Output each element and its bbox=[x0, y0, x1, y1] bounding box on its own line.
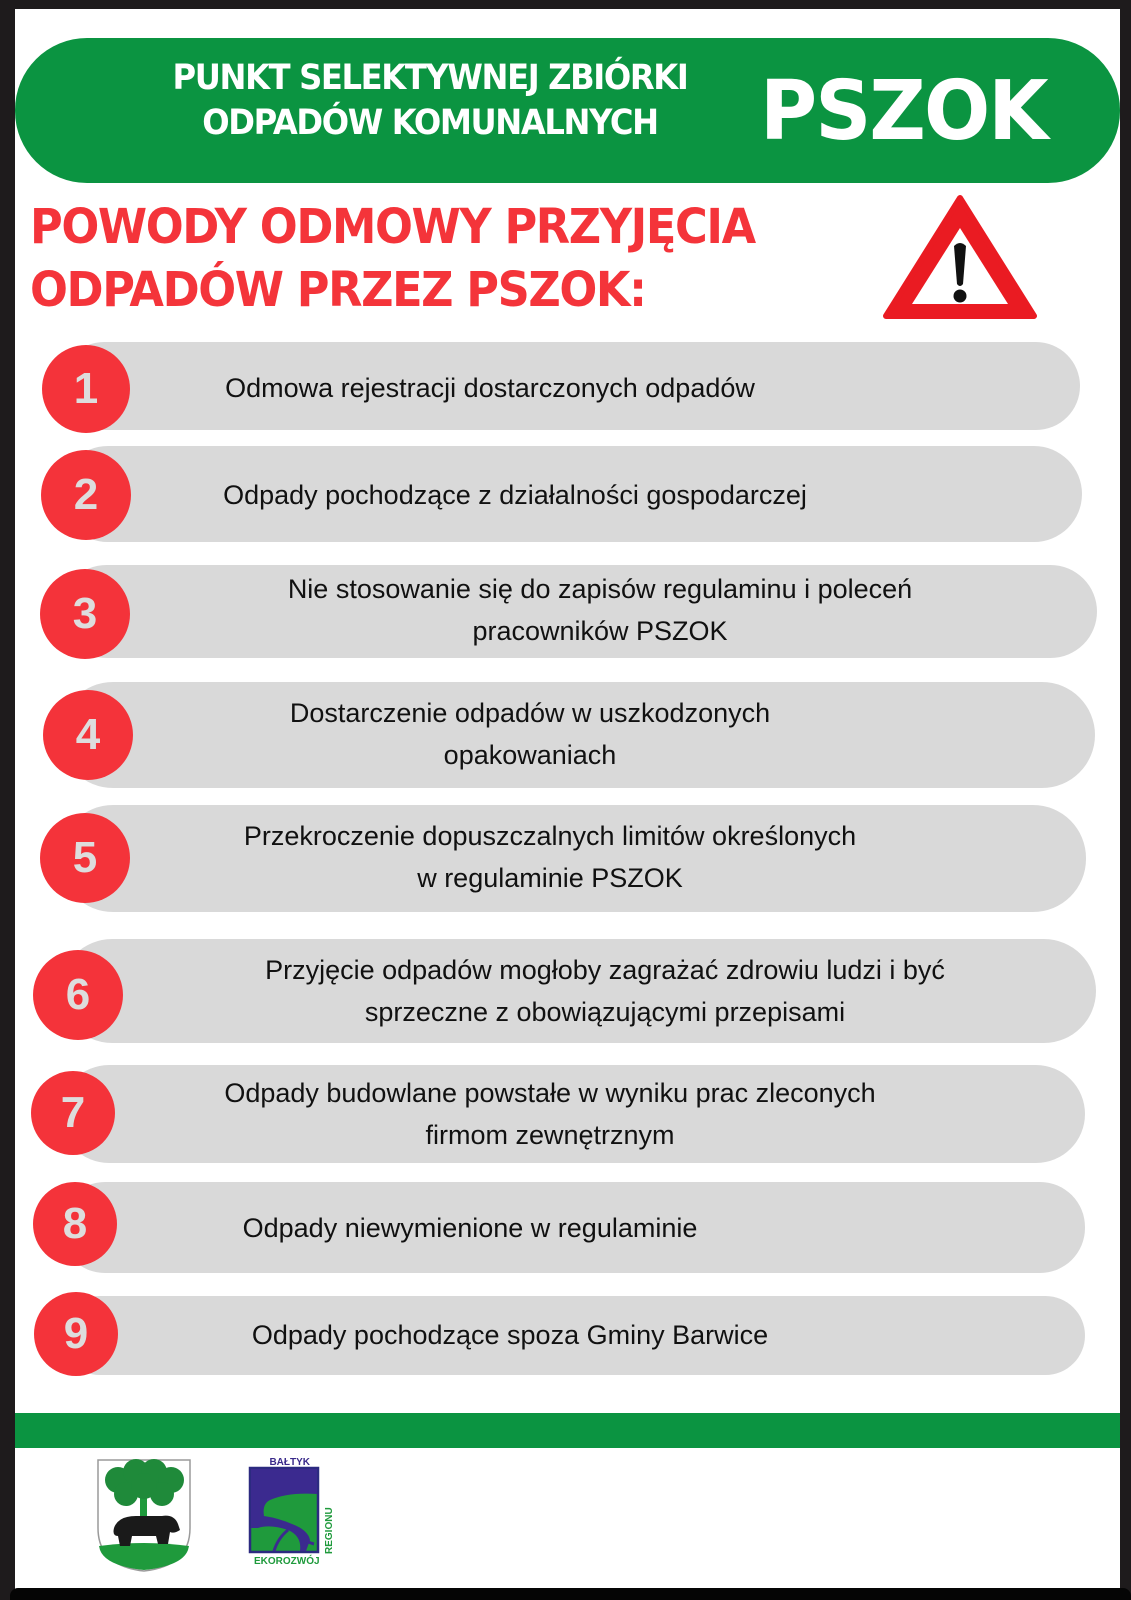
reason-text-8: Odpady niewymienione w regulaminie bbox=[242, 1213, 698, 1243]
reason-text-6: Przyjęcie odpadów mogłoby zagrażać zdrowiu ludzi i być sprzeczne z obowiązującymi przepisami bbox=[265, 955, 945, 1027]
warning-triangle-icon bbox=[880, 192, 1040, 324]
reason-number-9: 9 bbox=[34, 1292, 118, 1376]
header-subtitle bbox=[140, 56, 720, 146]
reason-number-4: 4 bbox=[43, 690, 133, 780]
reason-text-2: Odpady pochodzące z działalności gospodarczej bbox=[223, 480, 807, 510]
svg-text:EKOROZWÓJ: EKOROZWÓJ bbox=[254, 1556, 320, 1567]
reason-number-6: 6 bbox=[33, 950, 123, 1040]
reason-number-7: 7 bbox=[31, 1071, 115, 1155]
reason-number-5: 5 bbox=[40, 813, 130, 903]
barwice-coat-of-arms-logo bbox=[96, 1458, 192, 1573]
svg-text:REGIONU: REGIONU bbox=[324, 1507, 335, 1554]
reason-number-1: 1 bbox=[42, 345, 130, 433]
reason-number-2: 2 bbox=[41, 450, 131, 540]
page-title bbox=[30, 196, 755, 322]
reason-text-4: Dostarczenie odpadów w uszkodzonych opakowaniach bbox=[289, 698, 771, 770]
reason-text-3: Nie stosowanie się do zapisów regulaminu i poleceń pracowników PSZOK bbox=[287, 574, 913, 646]
svg-text:BAŁTYK: BAŁTYK bbox=[269, 1457, 310, 1468]
footer-green-band bbox=[15, 1413, 1120, 1448]
header-subtitle-line1: PUNKT SELEKTYWNEJ ZBIÓRKI bbox=[172, 58, 688, 98]
header-banner bbox=[15, 38, 1120, 183]
header-subtitle-line2: ODPADÓW KOMUNALNYCH bbox=[202, 103, 658, 143]
reason-text-7: Odpady budowlane powstałe w wyniku prac zleconych firmom zewnętrznym bbox=[224, 1078, 876, 1150]
reason-number-3: 3 bbox=[40, 569, 130, 659]
bottom-frame-bar bbox=[10, 1588, 1131, 1600]
page-title-line1: POWODY ODMOWY PRZYJĘCIA bbox=[30, 199, 755, 255]
ekorozwoj-baltyk-regionu-logo bbox=[248, 1456, 338, 1571]
reason-text-9: Odpady pochodzące spoza Gminy Barwice bbox=[251, 1320, 769, 1350]
reason-text-5: Przekroczenie dopuszczalnych limitów określonych w regulaminie PSZOK bbox=[243, 821, 857, 893]
reason-text-1: Odmowa rejestracji dostarczonych odpadów bbox=[225, 373, 755, 403]
reason-number-8: 8 bbox=[33, 1182, 117, 1266]
page-title-line2: ODPADÓW PRZEZ PSZOK: bbox=[30, 262, 646, 318]
header-acronym: PSZOK bbox=[760, 64, 1047, 159]
